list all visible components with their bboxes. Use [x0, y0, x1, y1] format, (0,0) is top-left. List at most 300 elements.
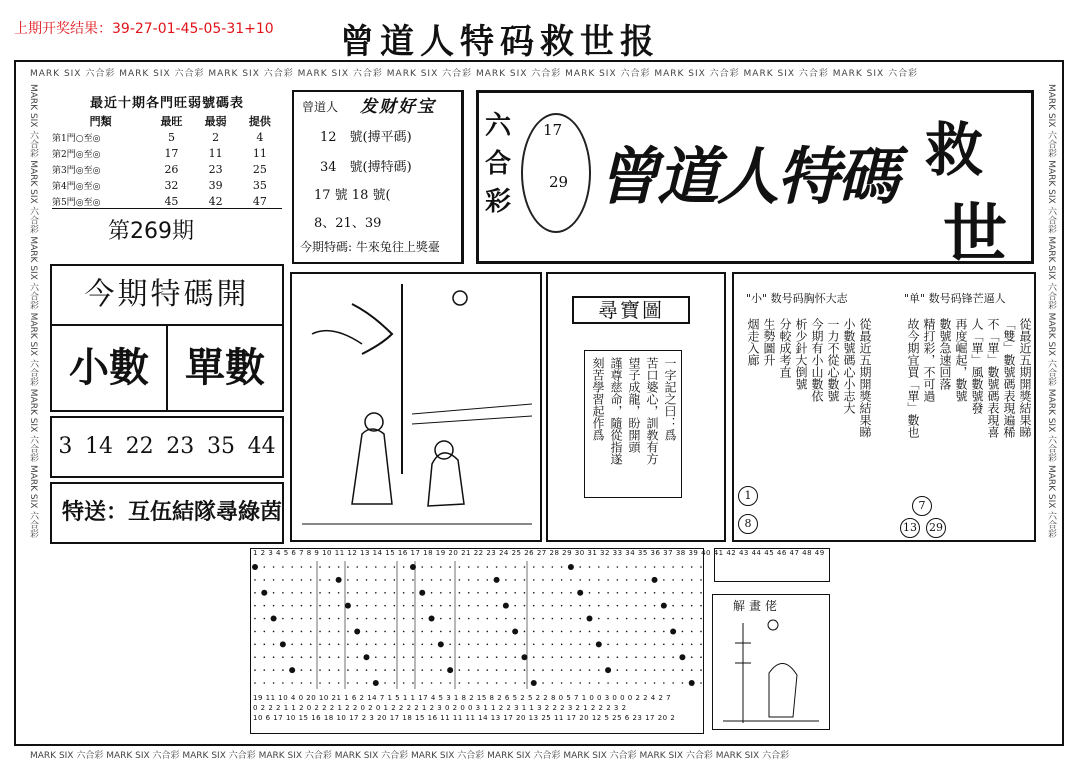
grid-dot: [561, 566, 563, 568]
grid-dot: [663, 656, 665, 658]
grid-dot: [700, 579, 702, 581]
grid-dot: [652, 577, 658, 583]
grid-dot: [440, 592, 442, 594]
grid-dot: [384, 656, 386, 658]
grid-dot: [682, 669, 684, 671]
grid-dot: [672, 682, 674, 684]
grid-dot: [394, 579, 396, 581]
grid-dot: [440, 682, 442, 684]
scroll-text: 謹尊慈命，隨從指遂: [609, 357, 623, 465]
grid-dot: [626, 566, 628, 568]
hot-cold-table: [52, 92, 282, 208]
grid-dot: [319, 605, 321, 607]
col-offer: 提供: [248, 115, 271, 128]
grid-dot: [607, 644, 609, 646]
grid-dot: [496, 605, 498, 607]
grid-dot: [486, 592, 488, 594]
grid-dot: [310, 592, 312, 594]
grid-dot: [254, 682, 256, 684]
grid-dot: [607, 566, 609, 568]
divider: [52, 208, 282, 209]
hot-cold-row: [52, 145, 282, 161]
grid-dot: [570, 682, 572, 684]
grid-dot: [356, 644, 358, 646]
grid-dot: [347, 618, 349, 620]
grid-dot: [449, 605, 451, 607]
riddle-col: 不「單」數號碼表現喜: [986, 318, 1000, 438]
grid-dot: [329, 579, 331, 581]
cell-gate: 第3門◎至◎: [52, 165, 101, 176]
grid-dot: [512, 628, 518, 634]
grid-dot: [338, 682, 340, 684]
grid-dot: [468, 656, 470, 658]
grid-dot: [394, 631, 396, 633]
brand-strip-left: MARK SIX 六合彩 MARK SIX 六合彩 MARK SIX 六合彩 MARK SIX 六合彩 MARK SIX 六合彩 MARK SIX 六合彩: [28, 84, 38, 539]
grid-dot: [589, 631, 591, 633]
grid-dot: [329, 656, 331, 658]
grid-dot: [412, 618, 414, 620]
riddle-heading-odd: "单" 数号码锋芒逼人: [904, 292, 1006, 305]
grid-dot: [598, 592, 600, 594]
grid-dot: [533, 631, 535, 633]
grid-dot: [468, 618, 470, 620]
grid-dot: [617, 605, 619, 607]
grid-dot: [356, 618, 358, 620]
grid-dot: [273, 682, 275, 684]
grid-dot: [394, 618, 396, 620]
grid-dot: [301, 605, 303, 607]
grid-dot: [356, 592, 358, 594]
grid-dot: [672, 644, 674, 646]
grid-header: 1 2 3 4 5 6 7 8 9 10 11 12 13 14 15 16 17 18 19 20 21 22 23 24 25 26 27 28 29 30 31 32 33 34 35 36 37 38 39 40 41 42 43 44 45 46 47 48 49: [253, 549, 825, 557]
grid-dot: [531, 680, 537, 686]
grid-dot: [468, 644, 470, 646]
grid-dot: [263, 669, 265, 671]
grid-dot: [403, 592, 405, 594]
grid-dot: [282, 592, 284, 594]
grid-dot: [617, 566, 619, 568]
hot-cold-row: [52, 177, 282, 193]
grid-dot: [654, 656, 656, 658]
grid-dot: [672, 618, 674, 620]
grid-dot: [468, 605, 470, 607]
grid-dot: [366, 631, 368, 633]
grid-dot: [533, 618, 535, 620]
grid-dot: [552, 631, 554, 633]
grid-dot: [496, 566, 498, 568]
grid-dot: [394, 592, 396, 594]
grid-dot: [291, 605, 293, 607]
grid-dot: [626, 631, 628, 633]
grid-dot: [412, 656, 414, 658]
grid-dot: [542, 669, 544, 671]
grid-dot: [542, 566, 544, 568]
grid-dot: [524, 618, 526, 620]
grid-dot: [347, 566, 349, 568]
grid-dot: [691, 605, 693, 607]
grid-dot: [514, 566, 516, 568]
grid-dot: [412, 605, 414, 607]
grid-dot: [617, 682, 619, 684]
grid-dot: [263, 618, 265, 620]
grid-dot: [459, 592, 461, 594]
grid-dot: [505, 669, 507, 671]
grid-dot: [654, 566, 656, 568]
grid-dot: [459, 605, 461, 607]
grid-dot: [338, 592, 340, 594]
grid-dot: [412, 669, 414, 671]
grid-dot: [700, 656, 702, 658]
grid-dot: [542, 579, 544, 581]
brand-strip-top: MARK SIX 六合彩 MARK SIX 六合彩 MARK SIX 六合彩 MARK SIX 六合彩 MARK SIX 六合彩 MARK SIX 六合彩 MARK SIX 六合彩 MARK SIX 六合彩 MARK SIX 六合彩 MARK SIX 六合彩: [30, 69, 919, 79]
grid-dot: [431, 656, 433, 658]
previous-result-label: 上期开奖结果：: [14, 21, 112, 37]
grid-dot: [598, 579, 600, 581]
grid-dot: [403, 579, 405, 581]
grid-dot: [421, 605, 423, 607]
grid-dot: [533, 566, 535, 568]
cell-offer: 11: [252, 146, 267, 160]
grid-dot: [579, 566, 581, 568]
grid-dot: [672, 669, 674, 671]
grid-dot: [626, 644, 628, 646]
grid-dot: [459, 618, 461, 620]
scroll-text: 望子成龍，盼開頭: [627, 357, 641, 453]
previous-result: [14, 18, 274, 38]
banner-jiu: 救: [925, 116, 984, 184]
grid-dot: [273, 566, 275, 568]
grid-dot: [521, 654, 527, 660]
grid-dot: [431, 605, 433, 607]
grid-dot: [394, 656, 396, 658]
grid-dot: [542, 618, 544, 620]
grid-dot: [552, 566, 554, 568]
grid-dot: [403, 656, 405, 658]
grid-dot: [329, 631, 331, 633]
grid-dot: [338, 631, 340, 633]
grid-dot: [477, 631, 479, 633]
grid-dot: [561, 618, 563, 620]
number: 3: [58, 434, 73, 459]
grid-dot: [691, 618, 693, 620]
grid-dot: [468, 669, 470, 671]
riddle-col: 烟走入廊: [746, 318, 760, 366]
riddle-col: 故今期宜買「單」數也: [906, 318, 920, 438]
grid-dot: [394, 644, 396, 646]
grid-dot: [291, 644, 293, 646]
grid-dot: [336, 577, 342, 583]
grid-dot: [626, 605, 628, 607]
grid-dot: [319, 579, 321, 581]
cell-hot: 17: [164, 146, 179, 160]
grid-dot: [691, 669, 693, 671]
grid-dot: [533, 656, 535, 658]
grid-dot: [375, 566, 377, 568]
grid-dot: [505, 656, 507, 658]
grid-dot: [579, 682, 581, 684]
grid-dot: [589, 682, 591, 684]
grid-dot: [375, 579, 377, 581]
grid-dot: [421, 644, 423, 646]
grid-dot: [273, 644, 275, 646]
cell-weak: 2: [212, 130, 220, 144]
grid-dot: [319, 669, 321, 671]
grid-dot: [282, 605, 284, 607]
riddle-col: 精打彩，不可過: [922, 318, 936, 402]
grid-dot: [254, 605, 256, 607]
grid-dot: [635, 605, 637, 607]
riddle-col: 從最近五期開獎結果睇: [1018, 318, 1032, 438]
grid-dot: [672, 579, 674, 581]
cell-gate: 第2門◎至◎: [52, 149, 101, 160]
grid-dot: [663, 566, 665, 568]
banner: [476, 90, 1034, 272]
grid-dot: [421, 669, 423, 671]
riddle-circle: 29: [926, 518, 946, 538]
hot-cold-row: [52, 193, 282, 209]
grid-dot: [644, 644, 646, 646]
grid-dot: [356, 566, 358, 568]
grid-dot: [375, 592, 377, 594]
grid-dot: [449, 579, 451, 581]
grid-dot: [626, 682, 628, 684]
grid-dot: [617, 631, 619, 633]
grid-dot: [273, 656, 275, 658]
grid-dot: [496, 618, 498, 620]
grid-dot: [384, 605, 386, 607]
grid-dot: [440, 579, 442, 581]
grid-dot: [403, 566, 405, 568]
grid-dot: [570, 644, 572, 646]
grid-dot: [691, 579, 693, 581]
grid-dot: [449, 566, 451, 568]
grid-dot: [449, 644, 451, 646]
grid-dot: [617, 656, 619, 658]
cell-offer: 25: [252, 162, 267, 176]
grid-dot: [691, 644, 693, 646]
riddle-circle: 13: [900, 518, 920, 538]
grid-dot: [301, 656, 303, 658]
grid-dot: [552, 592, 554, 594]
grid-dot: [589, 605, 591, 607]
banner-shi: 世: [943, 197, 1007, 272]
grid-dot: [366, 644, 368, 646]
grid-dot: [366, 618, 368, 620]
grid-dot: [626, 618, 628, 620]
grid-dot: [301, 592, 303, 594]
grid-dot: [486, 656, 488, 658]
grid-dot: [533, 605, 535, 607]
cell-weak: 39: [208, 178, 223, 192]
grid-dot: [672, 605, 674, 607]
grid-dot: [570, 592, 572, 594]
grid-dot: [626, 592, 628, 594]
grid-dot: [679, 654, 685, 660]
grid-dot: [319, 631, 321, 633]
grid-dot: [663, 669, 665, 671]
grid-dot: [329, 682, 331, 684]
grid-dot: [394, 566, 396, 568]
grid-dot: [644, 579, 646, 581]
grid-dot: [431, 669, 433, 671]
grid-dot: [252, 564, 258, 570]
tip-line: 17 號 18 號(: [314, 188, 391, 203]
grid-dots: [251, 561, 705, 689]
riddle-circle: 1: [738, 486, 758, 506]
grid-dot: [514, 605, 516, 607]
grid-dot: [373, 680, 379, 686]
grid-dot: [468, 682, 470, 684]
number: 23: [166, 434, 195, 459]
grid-dot: [263, 579, 265, 581]
grid-dot: [301, 631, 303, 633]
col-weak: 最弱: [204, 115, 227, 128]
grid-dot: [552, 669, 554, 671]
treasure-title: 尋寶圖: [572, 296, 690, 324]
grid-dot: [338, 644, 340, 646]
grid-dot: [254, 592, 256, 594]
number: 44: [247, 434, 276, 459]
grid-dot: [552, 682, 554, 684]
riddle-heading-small: "小" 数号码胸怀大志: [746, 292, 848, 305]
riddle-circle: 8: [738, 514, 758, 534]
grid-dot: [542, 656, 544, 658]
grid-dot: [579, 631, 581, 633]
grid-dot: [273, 579, 275, 581]
grid-dot: [644, 592, 646, 594]
cell-hot: 45: [164, 194, 179, 208]
grid-dot: [449, 682, 451, 684]
grid-dot: [403, 605, 405, 607]
grid-dot: [477, 579, 479, 581]
grid-dot: [412, 631, 414, 633]
grid-dot: [598, 618, 600, 620]
grid-dot: [552, 656, 554, 658]
grid-dot: [598, 656, 600, 658]
grid-dot: [654, 682, 656, 684]
grid-dot: [682, 592, 684, 594]
grid-dot: [496, 682, 498, 684]
grid-dot: [598, 669, 600, 671]
grid-dot: [607, 656, 609, 658]
grid-dot: [403, 644, 405, 646]
grid-dot: [533, 669, 535, 671]
grid-dot: [635, 669, 637, 671]
grid-dot: [552, 579, 554, 581]
grid-dot: [635, 566, 637, 568]
grid-dot: [589, 592, 591, 594]
grid-dot: [347, 579, 349, 581]
grid-dot: [263, 566, 265, 568]
grid-dot: [682, 579, 684, 581]
grid-dot: [440, 618, 442, 620]
grid-dot: [607, 631, 609, 633]
grid-dot: [431, 682, 433, 684]
grid-dot: [412, 592, 414, 594]
grid-dot: [700, 682, 702, 684]
grid-dot: [291, 618, 293, 620]
grid-dot: [282, 656, 284, 658]
grid-dot: [635, 682, 637, 684]
grid-dot: [338, 618, 340, 620]
ball-number: 17: [543, 121, 563, 139]
grid-dot: [440, 669, 442, 671]
tip-label: 曾道人: [302, 100, 339, 114]
sketch-title: 解畫佬: [733, 599, 782, 613]
grid-dot: [468, 566, 470, 568]
grid-dot: [514, 669, 516, 671]
grid-dot: [319, 566, 321, 568]
grid-dot: [589, 644, 591, 646]
number: 22: [125, 434, 154, 459]
grid-dot: [431, 644, 433, 646]
grid-dot: [654, 592, 656, 594]
grid-dot: [663, 682, 665, 684]
grid-dot: [459, 631, 461, 633]
riddle-box: [732, 272, 1036, 542]
cell-gate: 第5門◎至◎: [52, 197, 101, 208]
grid-dot: [394, 669, 396, 671]
grid-dot: [273, 592, 275, 594]
grid-dot: [598, 631, 600, 633]
grid-dot: [496, 669, 498, 671]
grid-dot: [459, 579, 461, 581]
grid-dot: [561, 579, 563, 581]
lhc-label: 六合彩: [485, 111, 512, 217]
grid-dot: [654, 669, 656, 671]
grid-dot: [273, 605, 275, 607]
grid-dot: [689, 680, 695, 686]
grid-dot: [347, 669, 349, 671]
grid-dot: [421, 656, 423, 658]
grid-dot: [589, 566, 591, 568]
grid-dot: [375, 644, 377, 646]
grid-dot: [356, 605, 358, 607]
grid-dot: [280, 641, 286, 647]
hot-cold-row: [52, 161, 282, 177]
grid-dot: [635, 656, 637, 658]
grid-dot: [672, 592, 674, 594]
grid-dot: [263, 644, 265, 646]
grid-dot: [682, 605, 684, 607]
grid-dot: [366, 579, 368, 581]
grid-dot: [561, 656, 563, 658]
blank-box: [714, 548, 830, 582]
riddle-col: 分較成考直: [778, 318, 792, 378]
grid-dot: [607, 592, 609, 594]
grid-dot: [617, 592, 619, 594]
grid-dot: [700, 618, 702, 620]
grid-footer: 19 11 10 4 0 20 10 21 1 6 2 14 7 1 5 1 1 17 4 5 3 1 8 2 15 8 2 6 5 2 5 2 2 8 0 5 7 1 0 0 3 0 0 0 2 2 4 2 7 0 2 2 2 1 1 2 0 2 2 2 1 2 2 0 2 0 1 2 2 2 2 1 2 3 0 2 0 0 3 1 1 2 2 3 1 1 3 2 2 2 3 2 1 2 2 2 3 2 10 6 17 10 15 16 18 10 17 2 3 20 17 18 15 16 11 11 11 14 13 17 20 13 25 11 17 20 12 5 25 6 23 17 20 2: [253, 694, 676, 722]
grid-dot: [561, 631, 563, 633]
grid-dot: [682, 631, 684, 633]
grid-dot: [384, 631, 386, 633]
brand-strip-bottom: MARK SIX 六合彩 MARK SIX 六合彩 MARK SIX 六合彩 MARK SIX 六合彩 MARK SIX 六合彩 MARK SIX 六合彩 MARK SIX 六合彩 MARK SIX 六合彩 MARK SIX 六合彩 MARK SIX 六合彩: [30, 751, 790, 761]
grid-dot: [261, 590, 267, 596]
grid-dot: [254, 656, 256, 658]
grid-dot: [607, 618, 609, 620]
cell-hot: 32: [164, 178, 179, 192]
grid-dot: [347, 631, 349, 633]
riddle-col: 一力不從心數號: [826, 318, 840, 402]
grid-dot: [384, 592, 386, 594]
grid-dot: [486, 566, 488, 568]
grid-dot: [663, 631, 665, 633]
parity-odd: 單數: [185, 345, 265, 391]
treasure-map-box: [546, 272, 726, 542]
riddle-col: 「雙」數號碼表現遍稀: [1002, 318, 1016, 438]
cell-gate: 第1門○至◎: [52, 133, 101, 144]
